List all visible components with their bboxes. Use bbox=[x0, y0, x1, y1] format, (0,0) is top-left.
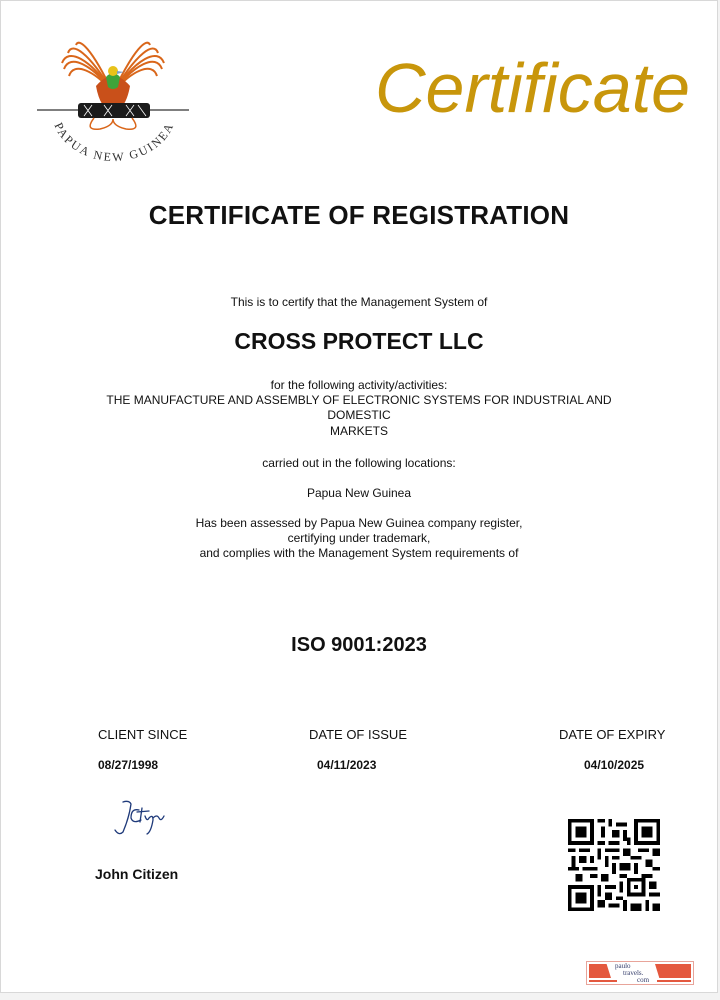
watermark-line-right bbox=[657, 980, 691, 982]
assessment-line: Has been assessed by Papua New Guinea company register, bbox=[195, 516, 523, 530]
activity-line: THE MANUFACTURE AND ASSEMBLY OF ELECTRONIC SYSTEMS FOR INDUSTRIAL AND bbox=[106, 393, 612, 407]
date-of-issue-label: DATE OF ISSUE bbox=[309, 727, 407, 742]
locations-intro: carried out in the following locations: bbox=[262, 456, 456, 470]
watermark-bar-left bbox=[589, 964, 611, 978]
brand-wordmark: Certificate bbox=[375, 49, 691, 127]
date-of-issue-value: 04/11/2023 bbox=[317, 758, 377, 772]
certificate-title: CERTIFICATE OF REGISTRATION bbox=[148, 200, 570, 230]
client-since-label: CLIENT SINCE bbox=[98, 727, 188, 742]
date-of-expiry-label: DATE OF EXPIRY bbox=[559, 727, 666, 742]
iso-standard: ISO 9001:2023 bbox=[291, 634, 427, 656]
watermark-line: paulo bbox=[615, 962, 631, 970]
date-of-expiry-value: 04/10/2025 bbox=[584, 758, 645, 772]
activity-intro: for the following activity/activities: bbox=[270, 378, 448, 392]
location-text: Papua New Guinea bbox=[306, 486, 412, 500]
company-name: CROSS PROTECT LLC bbox=[234, 328, 484, 354]
png-emblem-icon bbox=[34, 31, 194, 166]
signature-image bbox=[109, 798, 169, 838]
watermark-text bbox=[613, 963, 659, 984]
activity-line: DOMESTIC bbox=[327, 408, 391, 422]
watermark-logo bbox=[586, 961, 694, 985]
qr-code-icon[interactable] bbox=[568, 819, 660, 911]
assessment-line: and complies with the Management System requirements of bbox=[199, 546, 519, 560]
watermark-bar-right bbox=[655, 964, 691, 978]
svg-text:PAPUA NEW GUINEA: PAPUA NEW GUINEA bbox=[51, 119, 177, 165]
signatory-name: John Citizen bbox=[95, 866, 179, 882]
assessment-line: certifying under trademark, bbox=[287, 531, 431, 545]
watermark-line: travels. bbox=[623, 969, 644, 977]
intro-text: This is to certify that the Management System of bbox=[230, 295, 488, 309]
client-since-value: 08/27/1998 bbox=[98, 758, 159, 772]
watermark-line: com bbox=[637, 976, 650, 984]
activity-line: MARKETS bbox=[329, 424, 388, 438]
